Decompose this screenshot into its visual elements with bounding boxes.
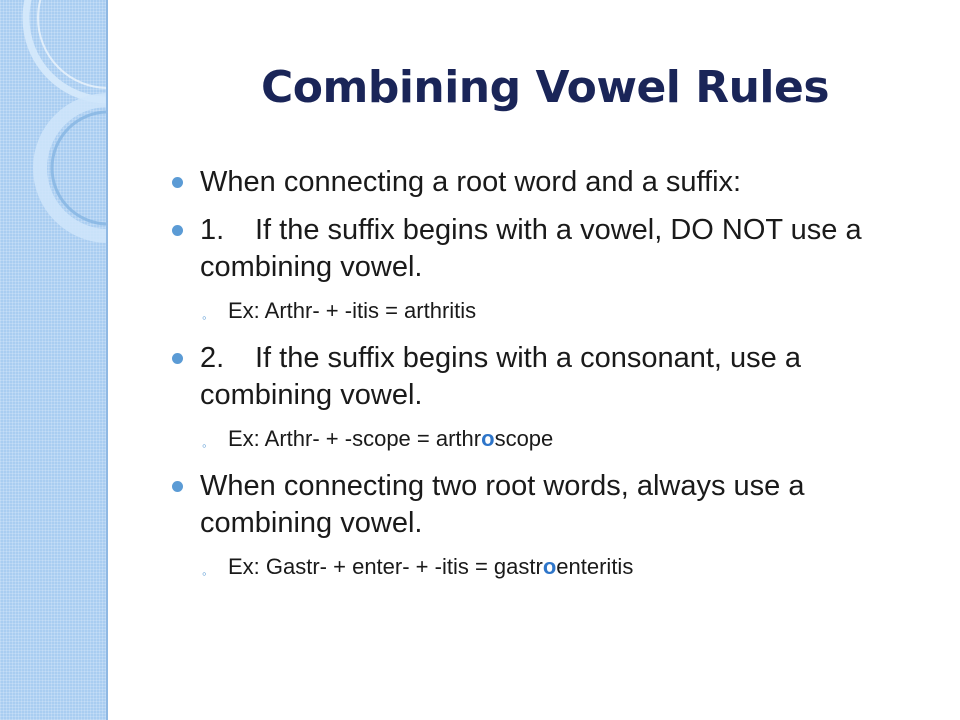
bullet-text: When connecting two root words, always use a combining vowel. [200,470,805,539]
bullet-item [170,468,930,542]
bullet-list [170,164,930,596]
bullet-dot-icon [172,225,183,236]
example-text: Ex: Arthr- + -scope = arthr [228,426,482,451]
bullet-text: If the suffix begins with a consonant, use a combining vowel. [200,342,801,411]
example-item [170,424,930,454]
sub-bullet-ring-icon: ◦ [202,310,207,325]
bullet-item [170,164,930,201]
combining-vowel-highlight: o [542,554,557,579]
slide-title: Combining Vowel Rules [260,62,830,113]
bullet-text: If the suffix begins with a vowel, DO NOT use a combining vowel. [200,214,862,283]
bullet-dot-icon [172,177,183,188]
example-text: Ex: Arthr- + -itis = arthritis [228,298,477,323]
bullet-number: 1. [200,214,225,246]
combining-vowel-highlight: o [481,426,495,451]
bullet-item [170,340,930,414]
example-text: Ex: Gastr- + enter- + -itis = gastr [228,554,543,579]
bullet-number: 2. [200,342,225,374]
example-item [170,552,930,582]
bullet-text: When connecting a root word and a suffix: [200,166,742,198]
sub-bullet-ring-icon: ◦ [202,566,207,581]
example-item [170,296,930,326]
bullet-dot-icon [172,353,183,364]
example-text-end: enteritis [556,554,634,579]
example-text-end: scope [494,426,554,451]
bullet-dot-icon [172,481,183,492]
sub-bullet-ring-icon: ◦ [202,438,207,453]
decorative-circles [0,0,106,260]
bullet-item [170,212,930,286]
